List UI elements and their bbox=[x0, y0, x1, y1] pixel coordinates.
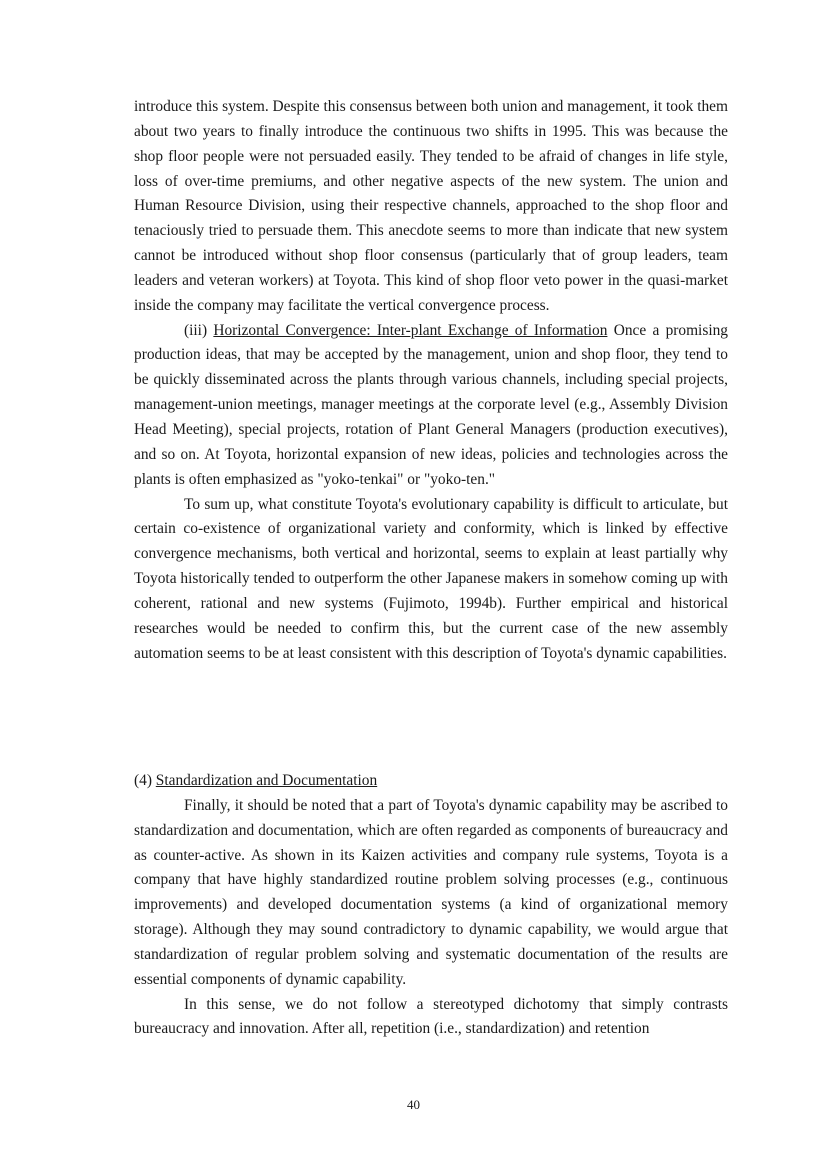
subsection-number: (iii) bbox=[184, 321, 214, 339]
paragraph-summary: To sum up, what constitute Toyota's evolutionary capability is difficult to articulate, but certain co-existence of organizational variety and conformity, which is linked by effective convergence mechanisms, both vertical and horizontal, seems to explain at least partially why Toyota historically tended to outperform the other Japanese makers in somehow coming up with coherent, rational and new systems (Fujimoto, 1994b). Further empirical and historical researches would be needed to confirm this, but the current case of the new assembly automation seems to be at least consistent with this description of Toyota's dynamic capabilities. bbox=[134, 495, 728, 662]
subsection-title: Horizontal Convergence: Inter-plant Exchange of Information bbox=[213, 321, 608, 339]
paragraph-shift-introduction: introduce this system. Despite this consensus between both union and management, it took them about two years to finally introduce the continuous two shifts in 1995. This was because the shop floor people were not persuaded easily. They tended to be afraid of changes in life style, loss of over-time premiums, and other negative aspects of the new system. The union and Human Resource Division, using their respective channels, approached to the shop floor and tenaciously tried to persuade them. This anecdote seems to more than indicate that new system cannot be introduced without shop floor consensus (particularly that of group leaders, team leaders and veteran workers) at Toyota. This kind of shop floor veto power in the quasi-market inside the company may facilitate the vertical convergence process. bbox=[134, 98, 728, 314]
body-text-upper bbox=[134, 95, 728, 666]
section-heading bbox=[134, 769, 728, 794]
page-number: 40 bbox=[407, 1097, 420, 1112]
subsection-body: Once a promising production ideas, that may be accepted by the management, union and shop floor, they tend to be quickly disseminated across the plants through various channels, including special projects, management-union meetings, manager meetings at the corporate level (e.g., Assembly Division Head Meeting), special projects, rotation of Plant General Managers (production executives), and so on. At Toyota, horizontal expansion of new ideas, policies and technologies across the plants is often emphasized as "yoko-tenkai" or "yoko-ten." bbox=[134, 321, 728, 488]
section-title: Standardization and Documentation bbox=[155, 772, 378, 789]
body-text-lower bbox=[134, 769, 728, 1042]
paragraph-horizontal-convergence bbox=[134, 319, 728, 493]
section-number: (4) bbox=[134, 772, 156, 789]
paragraph-standardization: Finally, it should be noted that a part of Toyota's dynamic capability may be ascribed to standardization and documentation, which are often regarded as components of bureaucracy and as counter-active. As shown in its Kaizen activities and company rule systems, Toyota is a company that have highly standardized routine problem solving processes (e.g., continuous improvements) and developed documentation systems (a kind of organizational memory storage). Although they may sound contradictory to dynamic capability, we would argue that standardization of regular problem solving and systematic documentation of the results are essential components of dynamic capability. bbox=[134, 796, 728, 988]
paragraph-bureaucracy-innovation: In this sense, we do not follow a stereotyped dichotomy that simply contrasts bureaucracy and innovation. After all, repetition (i.e., standardization) and retention bbox=[134, 995, 728, 1038]
